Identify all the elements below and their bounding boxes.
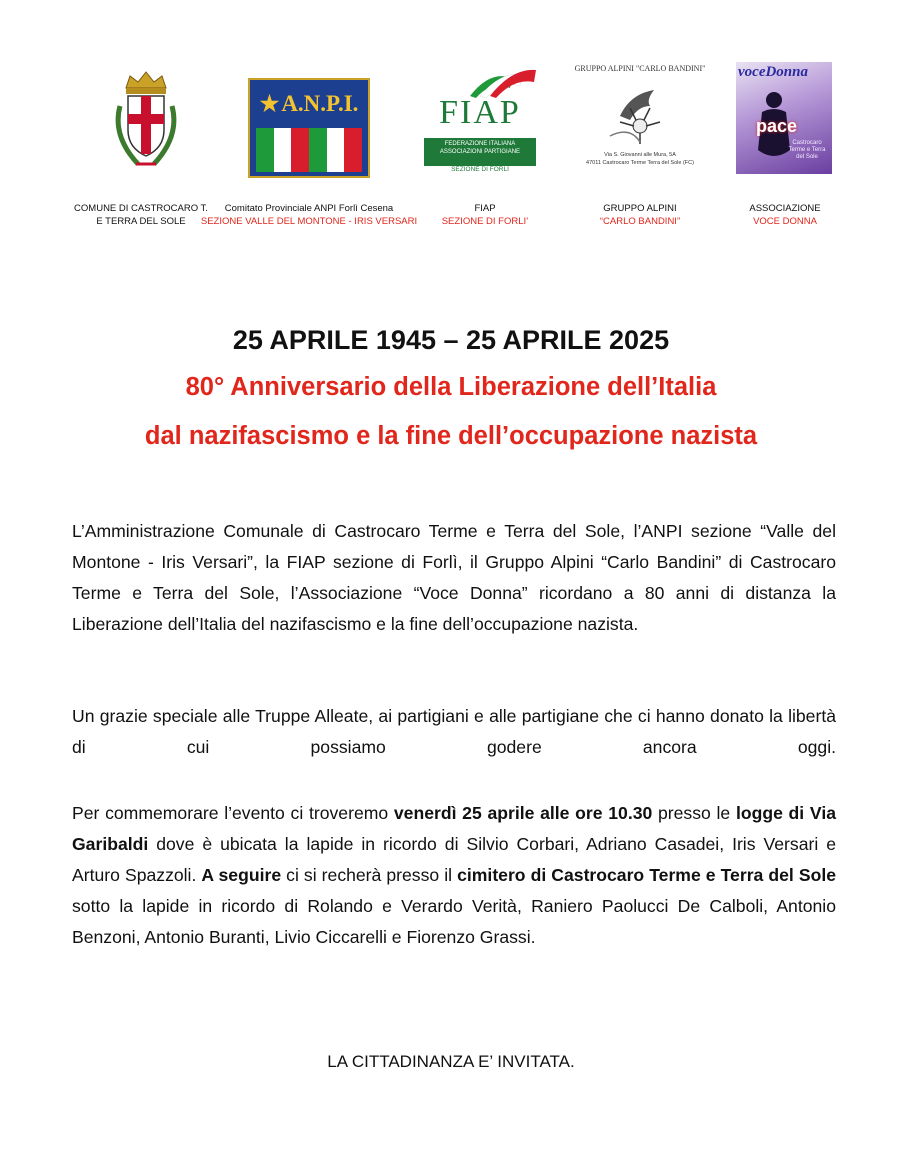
- caption-anpi-line1: Comitato Provinciale ANPI Forlì Cesena: [224, 203, 394, 214]
- event-text-5: sotto la lapide in ricordo di Rolando e Verardo Verità, Raniero Paolucci De Calboli, Antonio Benzoni, Antonio Buranti, Livio Ciccarelli e Fiorenzo Grassi.: [72, 896, 836, 947]
- fiap-sub-2: ASSOCIAZIONI PARTIGIANE: [439, 149, 521, 155]
- caption-voce-donna-line2: VOCE DONNA: [753, 216, 817, 227]
- edelweiss-eagle-icon: [600, 76, 680, 146]
- voce-donna-logo-text: voceDonna: [738, 64, 808, 80]
- fiap-sub-1: FEDERAZIONE ITALIANA: [444, 141, 516, 147]
- caption-alpini: [580, 202, 700, 228]
- paragraph-organizers: L’Amministrazione Comunale di Castrocaro Terme e Terra del Sole, l’ANPI sezione “Valle del Montone - Iris Versari”, la FIAP sezione di Forlì, il Gruppo Alpini “Carlo Bandini” di Castrocaro Terme e Terra del Sole, l’Associazione “Voce Donna” ricordano a 80 anni di distanza la Liberazione dell’Italia del nazifascismo e la fine dell’occupazione nazista.: [72, 521, 836, 634]
- event-then: A seguire: [201, 865, 282, 885]
- voce-donna-logo: [736, 62, 832, 174]
- event-location-1: logge di Via Garibaldi: [72, 803, 836, 854]
- anpi-logo: [248, 78, 370, 178]
- anpi-logo-text: A.N.P.I.: [281, 91, 359, 116]
- caption-alpini-line1: GRUPPO ALPINI: [603, 203, 677, 214]
- paragraph-event-details: [72, 798, 836, 953]
- title-anniversary: 80° Anniversario della Liberazione dell’Italia: [185, 373, 717, 401]
- caption-fiap-line1: FIAP: [474, 203, 496, 214]
- caption-voce-donna: [728, 202, 842, 228]
- voce-donna-place-text: Castrocaro Terme e Terra del Sole: [788, 140, 826, 160]
- alpini-logo-text: GRUPPO ALPINI "CARLO BANDINI": [574, 64, 706, 73]
- voce-donna-pace-text: pace: [756, 116, 798, 136]
- caption-anpi-line2: SEZIONE VALLE DEL MONTONE - IRIS VERSARI: [200, 216, 418, 227]
- caption-comune-line2: E TERRA DEL SOLE: [96, 216, 186, 227]
- fiap-sub-3: SEZIONE DI FORLÌ: [451, 166, 509, 173]
- fiap-logo: [420, 66, 540, 174]
- caption-voce-donna-line1: ASSOCIAZIONE: [749, 203, 821, 214]
- caption-fiap: [430, 202, 540, 228]
- title-dates: 25 APRILE 1945 – 25 APRILE 2025: [232, 325, 670, 355]
- caption-alpini-line2: “CARLO BANDINI”: [599, 216, 681, 227]
- caption-fiap-line2: SEZIONE DI FORLI’: [441, 216, 529, 227]
- alpini-logo: [574, 62, 706, 172]
- alpini-addr-1: Via S. Giovanni alle Mura, 5A: [604, 152, 676, 158]
- event-text-4: ci si recherà presso il: [281, 865, 458, 885]
- event-text-2: presso le: [652, 803, 736, 823]
- event-text-1: Per commemorare l’evento ci troveremo: [72, 803, 394, 823]
- alpini-addr-2: 47011 Castrocaro Terme Terra del Sole (FC): [586, 160, 694, 166]
- event-location-2: cimitero di Castrocaro Terme e Terra del Sole: [457, 865, 837, 885]
- event-date-time: venerdì 25 aprile alle ore 10.30: [393, 803, 653, 823]
- fiap-logo-text: FIAP: [439, 94, 521, 131]
- event-text-3: dove è ubicata la lapide in ricordo di Silvio Corbari, Adriano Casadei, Iris Versari e Arturo Spazzoli.: [72, 834, 836, 885]
- invitation-text: LA CITTADINANZA E’ INVITATA.: [327, 1052, 575, 1071]
- logos-header: [0, 0, 902, 240]
- paragraph-thanks: Un grazie speciale alle Truppe Alleate, ai partigiani e alle partigiane che ci hanno donato la libertà di cui possiamo godere ancora oggi.: [72, 706, 836, 757]
- anpi-star-icon: ★: [259, 91, 280, 116]
- caption-anpi: [196, 202, 422, 228]
- caption-comune-line1: COMUNE DI CASTROCARO T.: [74, 203, 208, 214]
- comune-coat-of-arms-logo: [108, 66, 184, 174]
- caption-comune: [66, 202, 216, 228]
- title-subtitle: dal nazifascismo e la fine dell’occupazione nazista: [144, 422, 758, 450]
